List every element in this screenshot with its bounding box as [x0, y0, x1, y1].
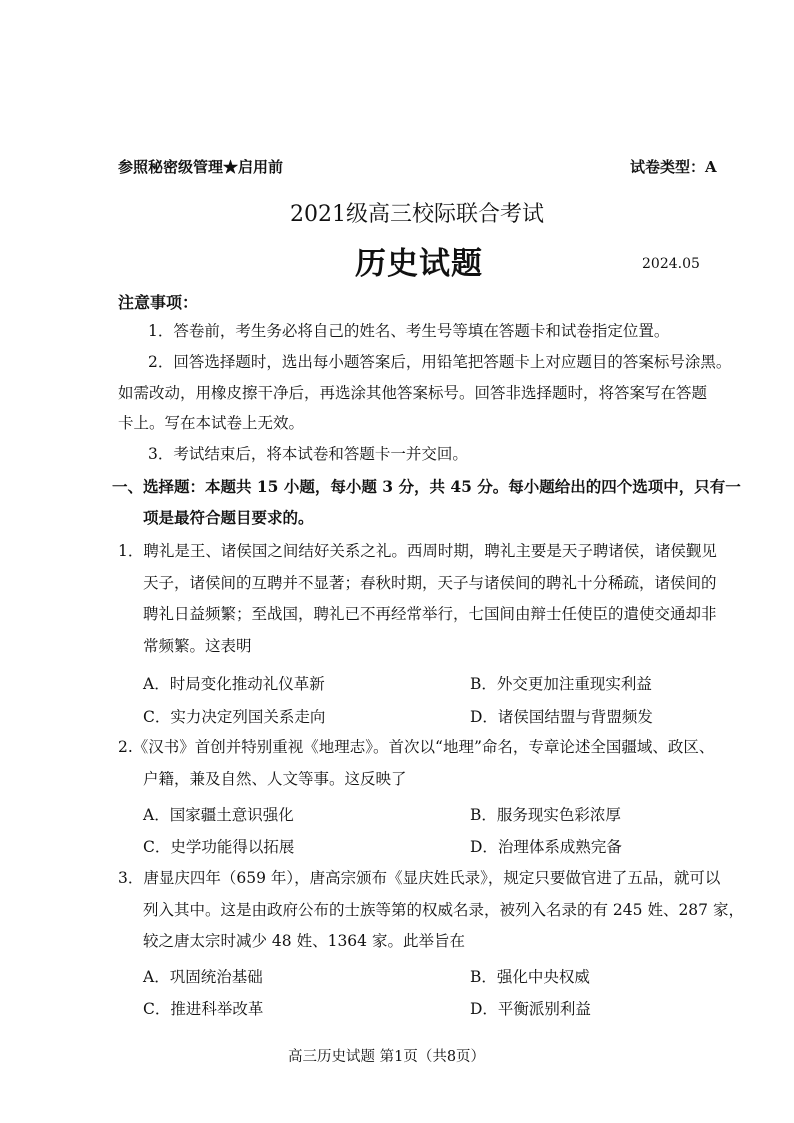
q1-stem-line: 聘礼日益频繁；至战国，聘礼已不再经常举行，七国间由辩士任使臣的遣使交通却非: [143, 605, 717, 623]
q3-option-a: A．巩固统治基础: [143, 968, 263, 986]
q2-stem-line: 户籍，兼及自然、人文等事。这反映了: [143, 770, 407, 788]
paper-type-label: 试卷类型：A: [630, 158, 717, 176]
subject-title: 历史试题: [355, 246, 483, 282]
q3-option-b: B．强化中央权威: [470, 968, 590, 986]
q1-stem-line: 1．聘礼是王、诸侯国之间结好关系之礼。西周时期，聘礼主要是天子聘诸侯，诸侯觐见: [118, 542, 717, 560]
q3-option-d: D．平衡派别利益: [470, 1000, 591, 1018]
q3-stem-line: 3．唐显庆四年（659 年），唐高宗颁布《显庆姓氏录》，规定只要做官进了五品，就可以: [118, 869, 721, 887]
notice-item-2-cont: 如需改动，用橡皮擦干净后，再选涂其他答案标号。回答非选择题时，将答案写在答题: [118, 384, 708, 402]
notice-item-2-cont2: 卡上。写在本试卷上无效。: [118, 414, 305, 432]
q1-option-a: A．时局变化推动礼仪革新: [143, 675, 325, 693]
section1-heading-cont: 项是最符合题目要求的。: [143, 508, 314, 527]
notice-heading: 注意事项：: [118, 293, 199, 312]
q2-option-a: A．国家疆土意识强化: [143, 806, 294, 824]
q3-stem-line: 列入其中。这是由政府公布的士族等第的权威名录，被列入名录的有 245 姓、287 家，: [143, 901, 744, 919]
page-footer: 高三历史试题 第1页（共8页）: [288, 1049, 486, 1065]
secrecy-label: 参照秘密级管理★启用前: [118, 158, 284, 176]
q3-option-c: C．推进科举改革: [143, 1000, 264, 1018]
exam-date: 2024.05: [642, 256, 700, 272]
notice-item-2: 2．回答选择题时，选出每小题答案后，用铅笔把答题卡上对应题目的答案标号涂黑。: [148, 353, 732, 371]
q1-option-d: D．诸侯国结盟与背盟频发: [470, 708, 653, 726]
q2-option-b: B．服务现实色彩浓厚: [470, 806, 621, 824]
q1-option-b: B．外交更加注重现实利益: [470, 675, 652, 693]
exam-title: 2021级高三校际联合考试: [290, 202, 544, 227]
q2-stem-line: 2.《汉书》首创并特别重视《地理志》。首次以“地理”命名，专章论述全国疆域、政区、: [118, 738, 715, 756]
q3-stem-line: 较之唐太宗时减少 48 姓、1364 家。此举旨在: [143, 932, 465, 950]
q1-stem-line: 天子，诸侯间的互聘并不显著；春秋时期，天子与诸侯间的聘礼十分稀疏，诸侯间的: [143, 574, 717, 592]
q2-option-d: D．治理体系成熟完备: [470, 838, 622, 856]
notice-item-1: 1．答卷前，考生务必将自己的姓名、考生号等填在答题卡和试卷指定位置。: [148, 322, 670, 340]
notice-item-3: 3．考试结束后，将本试卷和答题卡一并交回。: [148, 445, 468, 463]
q1-option-c: C．实力决定列国关系走向: [143, 708, 326, 726]
q1-stem-line: 常频繁。这表明: [143, 637, 252, 655]
section1-heading: 一、选择题：本题共 15 小题，每小题 3 分，共 45 分。每小题给出的四个选项中，只有一: [112, 477, 741, 496]
q2-option-c: C．史学功能得以拓展: [143, 838, 295, 856]
